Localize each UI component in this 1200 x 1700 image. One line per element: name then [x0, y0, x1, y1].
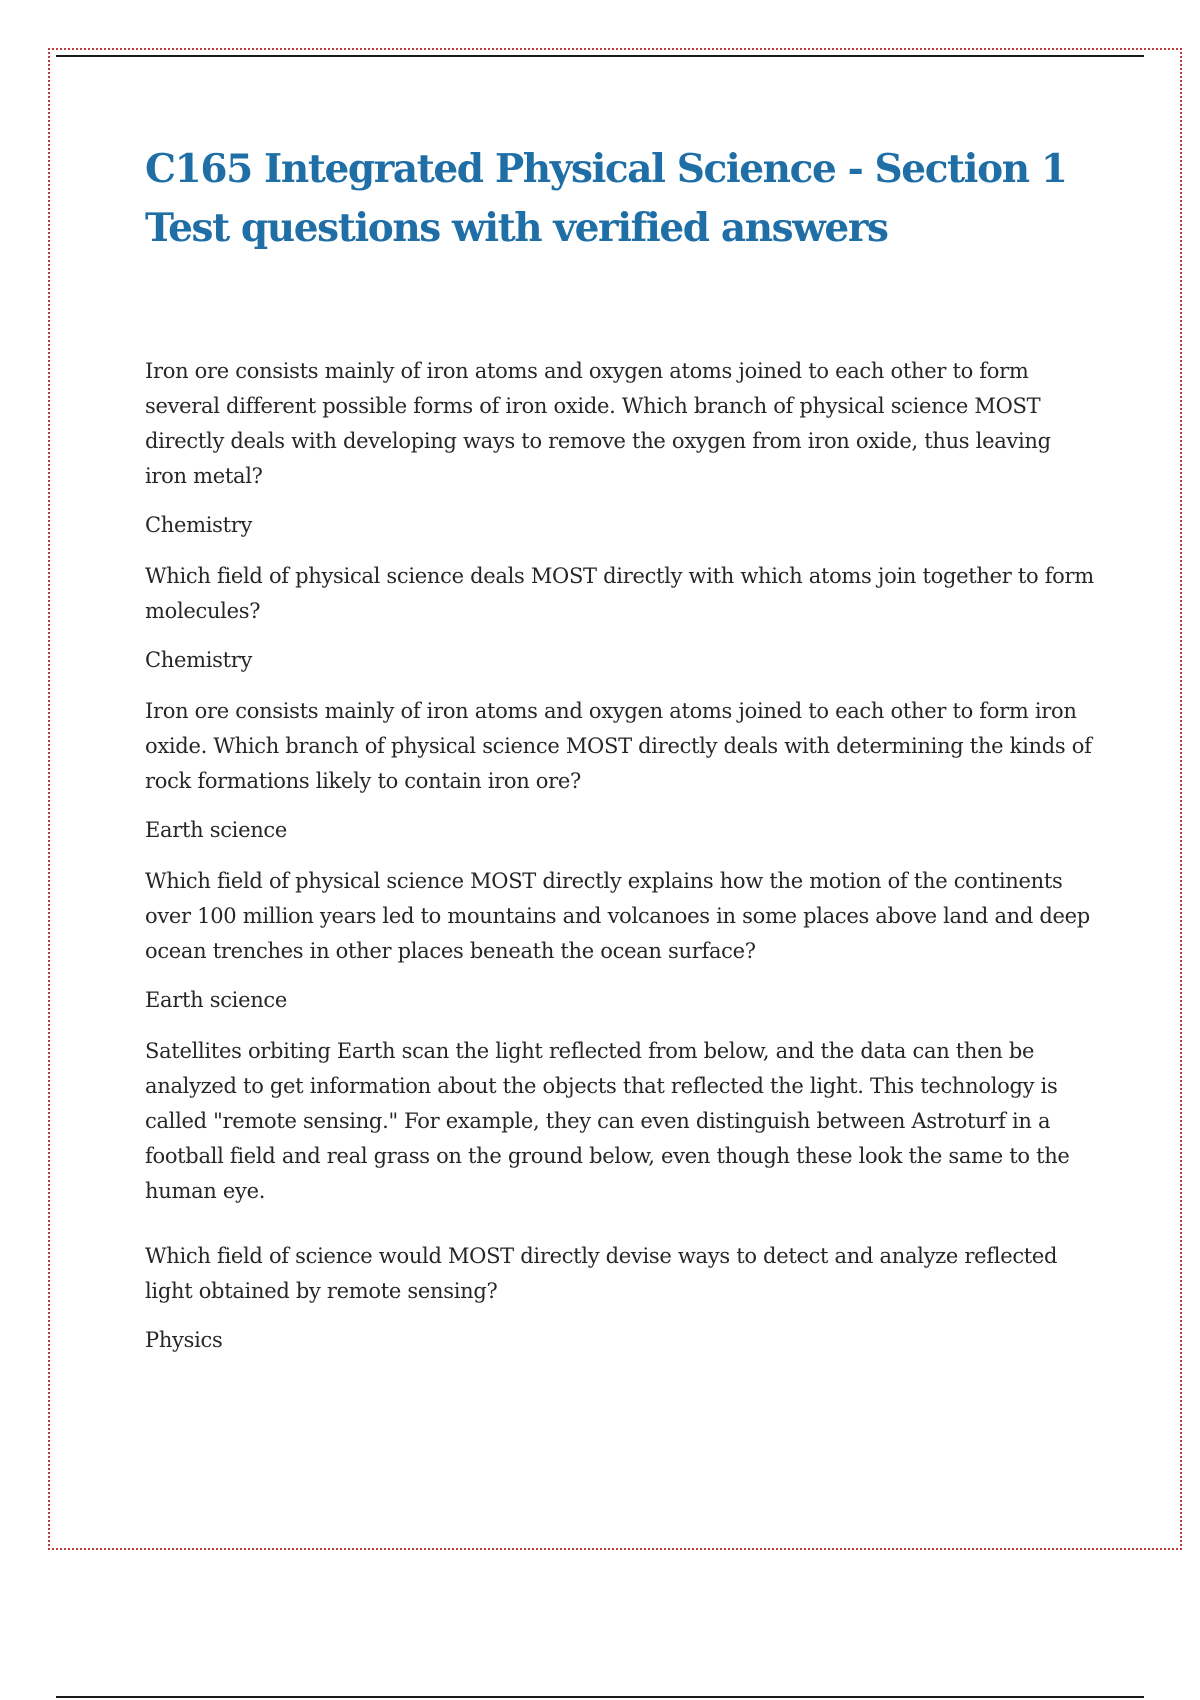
- header-rule: [56, 55, 1144, 57]
- qa-item: [145, 354, 1095, 543]
- document-title: C165 Integrated Physical Science - Section 1 Test questions with verified answers: [145, 146, 1067, 251]
- question-text: Iron ore consists mainly of iron atoms and oxygen atoms joined to each other to form iron oxide. Which branch of physical science MOST directly deals with determining the kinds of rock formations likely to contain iron ore?: [145, 699, 1092, 793]
- document-body: [145, 140, 1095, 1374]
- answer-text: Chemistry: [145, 648, 253, 672]
- answer-text: Earth science: [145, 988, 288, 1012]
- question-intro-text: Satellites orbiting Earth scan the light reflected from below, and the data can then be analyzed to get information about the objects that reflected the light. This technology is called "remote sensing." For example, they can even distinguish between Astroturf in a football field and real grass on the ground below, even though these look the same to the human eye.: [145, 1039, 1070, 1203]
- footer-rule: [56, 1696, 1144, 1698]
- answer-text: Earth science: [145, 818, 288, 842]
- qa-item: [145, 559, 1095, 678]
- qa-item: [145, 1034, 1095, 1358]
- question-text: Which field of physical science deals MOST directly with which atoms join together to form molecules?: [145, 564, 1094, 623]
- qa-item: [145, 864, 1095, 1018]
- question-text: Which field of science would MOST directly devise ways to detect and analyze reflected light obtained by remote sensing?: [145, 1244, 1058, 1303]
- qa-item: [145, 694, 1095, 848]
- answer-text: Physics: [145, 1328, 223, 1352]
- question-text: Iron ore consists mainly of iron atoms and oxygen atoms joined to each other to form several different possible forms of iron oxide. Which branch of physical science MOST directly deals with developing ways to remove the oxygen from iron oxide, thus leaving iron metal?: [145, 359, 1051, 488]
- answer-text: Chemistry: [145, 513, 253, 537]
- question-text: Which field of physical science MOST directly explains how the motion of the continents over 100 million years led to mountains and volcanoes in some places above land and deep ocean trenches in other places beneath the ocean surface?: [145, 869, 1090, 963]
